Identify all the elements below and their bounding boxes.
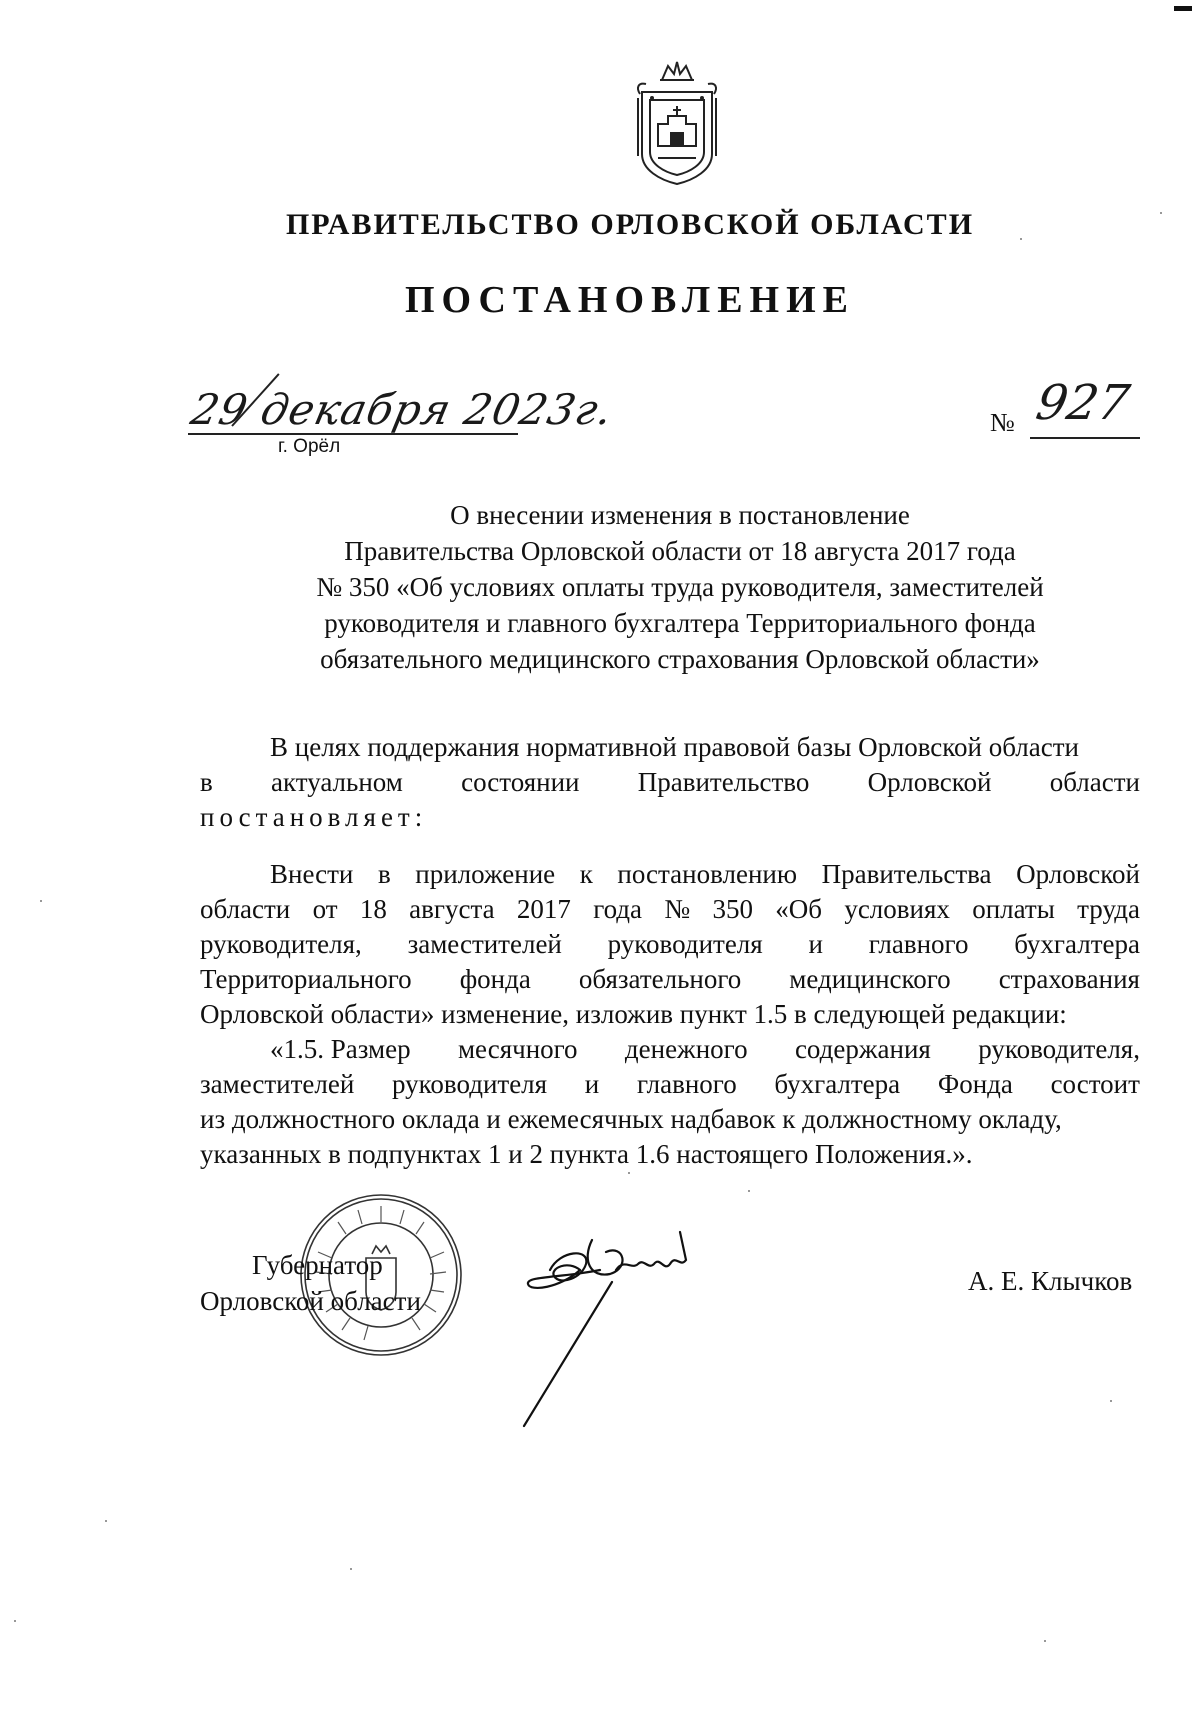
number-underline	[1030, 437, 1140, 439]
scan-speck	[105, 1520, 107, 1522]
word: и	[584, 1069, 600, 1099]
scan-speck	[350, 1568, 352, 1570]
word: оплаты	[972, 894, 1055, 924]
scan-speck	[1110, 1400, 1112, 1402]
signatory-position	[200, 1247, 421, 1319]
scan-speck	[1020, 238, 1022, 240]
word: 350	[712, 894, 753, 924]
title-line: О внесении изменения в постановление	[450, 500, 910, 530]
word: года	[593, 894, 643, 924]
word: обязательного	[578, 964, 742, 994]
handwritten-signature	[520, 1230, 760, 1430]
text-line	[200, 927, 1140, 962]
scan-speck	[748, 1190, 750, 1192]
word: 2017	[516, 894, 571, 924]
word: приложение	[415, 859, 556, 889]
text-line: из должностного оклада и ежемесячных надбавок к должностному окладу,	[200, 1104, 1062, 1134]
scan-speck	[1160, 212, 1162, 214]
coat-of-arms-icon	[622, 58, 732, 188]
scan-speck	[1044, 1640, 1046, 1642]
number-label: №	[990, 408, 1015, 437]
word: Правительство	[637, 767, 810, 797]
position-line: Губернатор	[252, 1250, 383, 1280]
word: медицинского	[789, 964, 951, 994]
date-underline	[188, 433, 518, 435]
word: Правительства	[821, 859, 992, 889]
word: «1.5. Размер	[270, 1034, 411, 1064]
text-line: постановляет:	[200, 802, 428, 832]
word: руководителя,	[978, 1034, 1140, 1064]
word: состоянии	[461, 767, 580, 797]
issuing-authority: ПРАВИТЕЛЬСТВО ОРЛОВСКОЙ ОБЛАСТИ	[285, 208, 975, 241]
word: заместителей	[407, 929, 562, 959]
text-line	[200, 1032, 1140, 1067]
word: фонда	[459, 964, 531, 994]
word: руководителя	[607, 929, 763, 959]
word: №	[664, 894, 691, 924]
city-label: г. Орёл	[278, 436, 341, 457]
title-line: № 350 «Об условиях оплаты труда руководителя, заместителей	[316, 572, 1044, 602]
text-line: Орловской области» изменение, изложив пункт 1.5 в следующей редакции:	[200, 999, 1067, 1029]
word: постановлению	[617, 859, 798, 889]
word: бухгалтера	[1014, 929, 1140, 959]
document-type: ПОСТАНОВЛЕНИЕ	[404, 279, 856, 321]
scan-corner-mark	[1174, 6, 1192, 11]
word: месячного	[457, 1034, 578, 1064]
word: в	[200, 767, 213, 797]
word: страхования	[998, 964, 1140, 994]
word: руководителя,	[200, 929, 362, 959]
text-line	[200, 765, 1140, 800]
title-line: руководителя и главного бухгалтера Территориального фонда	[324, 608, 1036, 638]
word: главного	[636, 1069, 737, 1099]
word: области	[1049, 767, 1140, 797]
word: Фонда	[937, 1069, 1013, 1099]
text-line: указанных в подпунктах 1 и 2 пункта 1.6 настоящего Положения.».	[200, 1139, 973, 1169]
word: 18	[359, 894, 387, 924]
word: августа	[409, 894, 495, 924]
position-line: Орловской области	[200, 1286, 421, 1316]
title-line: обязательного медицинского страхования Орловской области»	[320, 644, 1040, 674]
word: Внести	[270, 859, 354, 889]
word: главного	[868, 929, 969, 959]
word: «Об	[775, 894, 822, 924]
word: бухгалтера	[774, 1069, 901, 1099]
text-line	[200, 1067, 1140, 1102]
preamble-paragraph	[200, 730, 1140, 835]
text-line	[200, 962, 1140, 997]
word: области	[200, 894, 291, 924]
word: и	[808, 929, 823, 959]
word: Орловской	[1016, 859, 1140, 889]
word: содержания	[794, 1034, 931, 1064]
scan-speck	[14, 1620, 16, 1622]
word: условиях	[844, 894, 950, 924]
word: от	[312, 894, 338, 924]
title-line: Правительства Орловской области от 18 августа 2017 года	[344, 536, 1016, 566]
word: актуальном	[271, 767, 403, 797]
word: Орловской	[867, 767, 992, 797]
word: денежного	[624, 1034, 748, 1064]
handwritten-date: 29 декабря 2023г.	[186, 385, 618, 434]
handwritten-number: 927	[1032, 375, 1134, 431]
document-title	[200, 497, 1160, 677]
word: руководителя	[392, 1069, 548, 1099]
word: состоит	[1050, 1069, 1140, 1099]
scan-speck	[40, 900, 42, 902]
word: заместителей	[200, 1069, 355, 1099]
word: Территориального	[200, 964, 412, 994]
word: в	[377, 859, 391, 889]
signatory-name: А. Е. Клычков	[968, 1266, 1133, 1296]
text-line: В целях поддержания нормативной правовой базы Орловской области	[270, 732, 1079, 762]
scan-speck	[628, 1172, 630, 1174]
main-paragraph	[200, 857, 1140, 1172]
word: труда	[1077, 894, 1140, 924]
text-line	[200, 892, 1140, 927]
word: к	[579, 859, 593, 889]
text-line	[200, 857, 1140, 892]
